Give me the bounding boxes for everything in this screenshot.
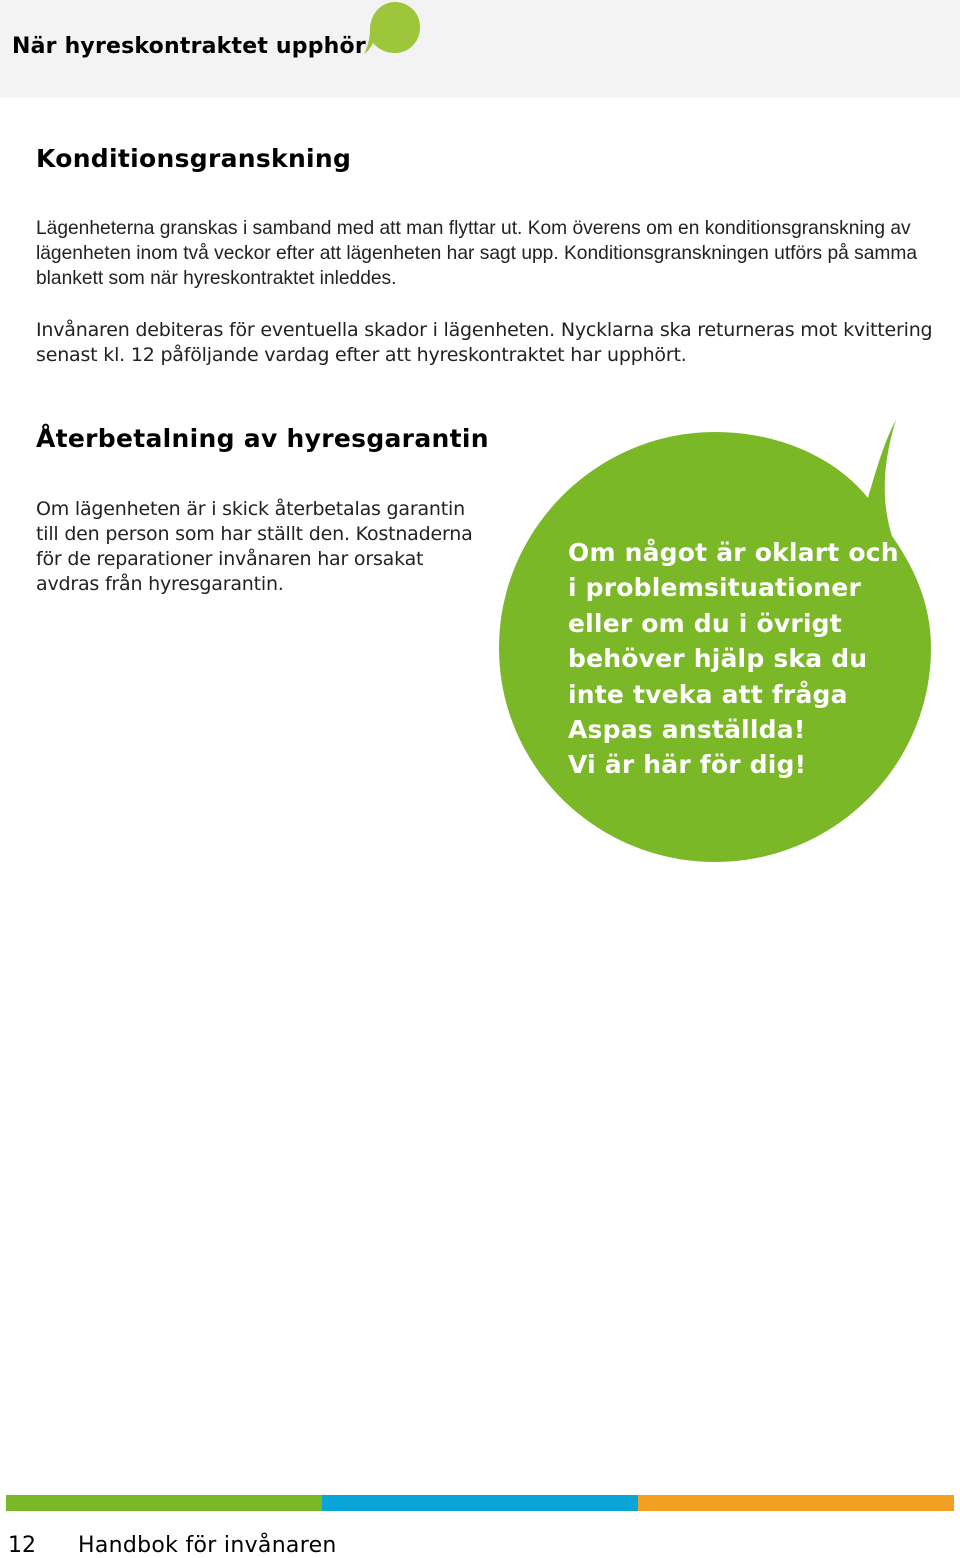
section-heading-aterbetalning: Återbetalning av hyresgarantin — [36, 424, 489, 453]
paragraph-konditionsgranskning-1: Lägenheterna granskas i samband med att man flyttar ut. Kom överens om en konditionsgranskning av lägenheten inom två veckor efter att lägenheten har sagt upp. Konditionsgranskningen utförs på samma blankett som när hyreskontraktet inleddes. — [36, 218, 918, 289]
footer-stripe-blue — [322, 1495, 638, 1511]
page-title: När hyreskontraktet upphör — [12, 34, 366, 59]
callout-line: i problemsituationer — [568, 573, 861, 603]
footer-stripe-green — [6, 1495, 322, 1511]
callout-line: Vi är här för dig! — [568, 750, 807, 780]
callout-line: Om något är oklart och — [568, 538, 899, 567]
paragraph-konditionsgranskning-2: Invånaren debiteras för eventuella skador i lägenheten. Nycklarna ska returneras mot kvittering senast kl. 12 påföljande vardag efter att hyreskontraktet har upphört. — [36, 319, 933, 366]
paragraph-aterbetalning: Om lägenheten är i skick återbetalas garantin till den person som har ställt den. Kostnaderna för de reparationer invånaren har orsakat avdras från hyresgarantin. — [36, 498, 473, 595]
page-header — [0, 0, 960, 98]
page-number: 12 — [8, 1533, 36, 1558]
callout-message — [568, 535, 918, 783]
callout-line: inte tveka att fråga — [568, 679, 848, 709]
speech-bubble-icon — [364, 0, 424, 60]
callout-line: behöver hjälp ska du — [568, 644, 868, 674]
footer-color-stripes — [6, 1495, 954, 1511]
section-heading-konditionsgranskning: Konditionsgranskning — [36, 144, 352, 173]
callout-line: Aspas anställda! — [568, 715, 806, 745]
footer-title: Handbok för invånaren — [78, 1533, 337, 1558]
footer-stripe-orange — [638, 1495, 954, 1511]
callout-line: eller om du i övrigt — [568, 608, 842, 638]
